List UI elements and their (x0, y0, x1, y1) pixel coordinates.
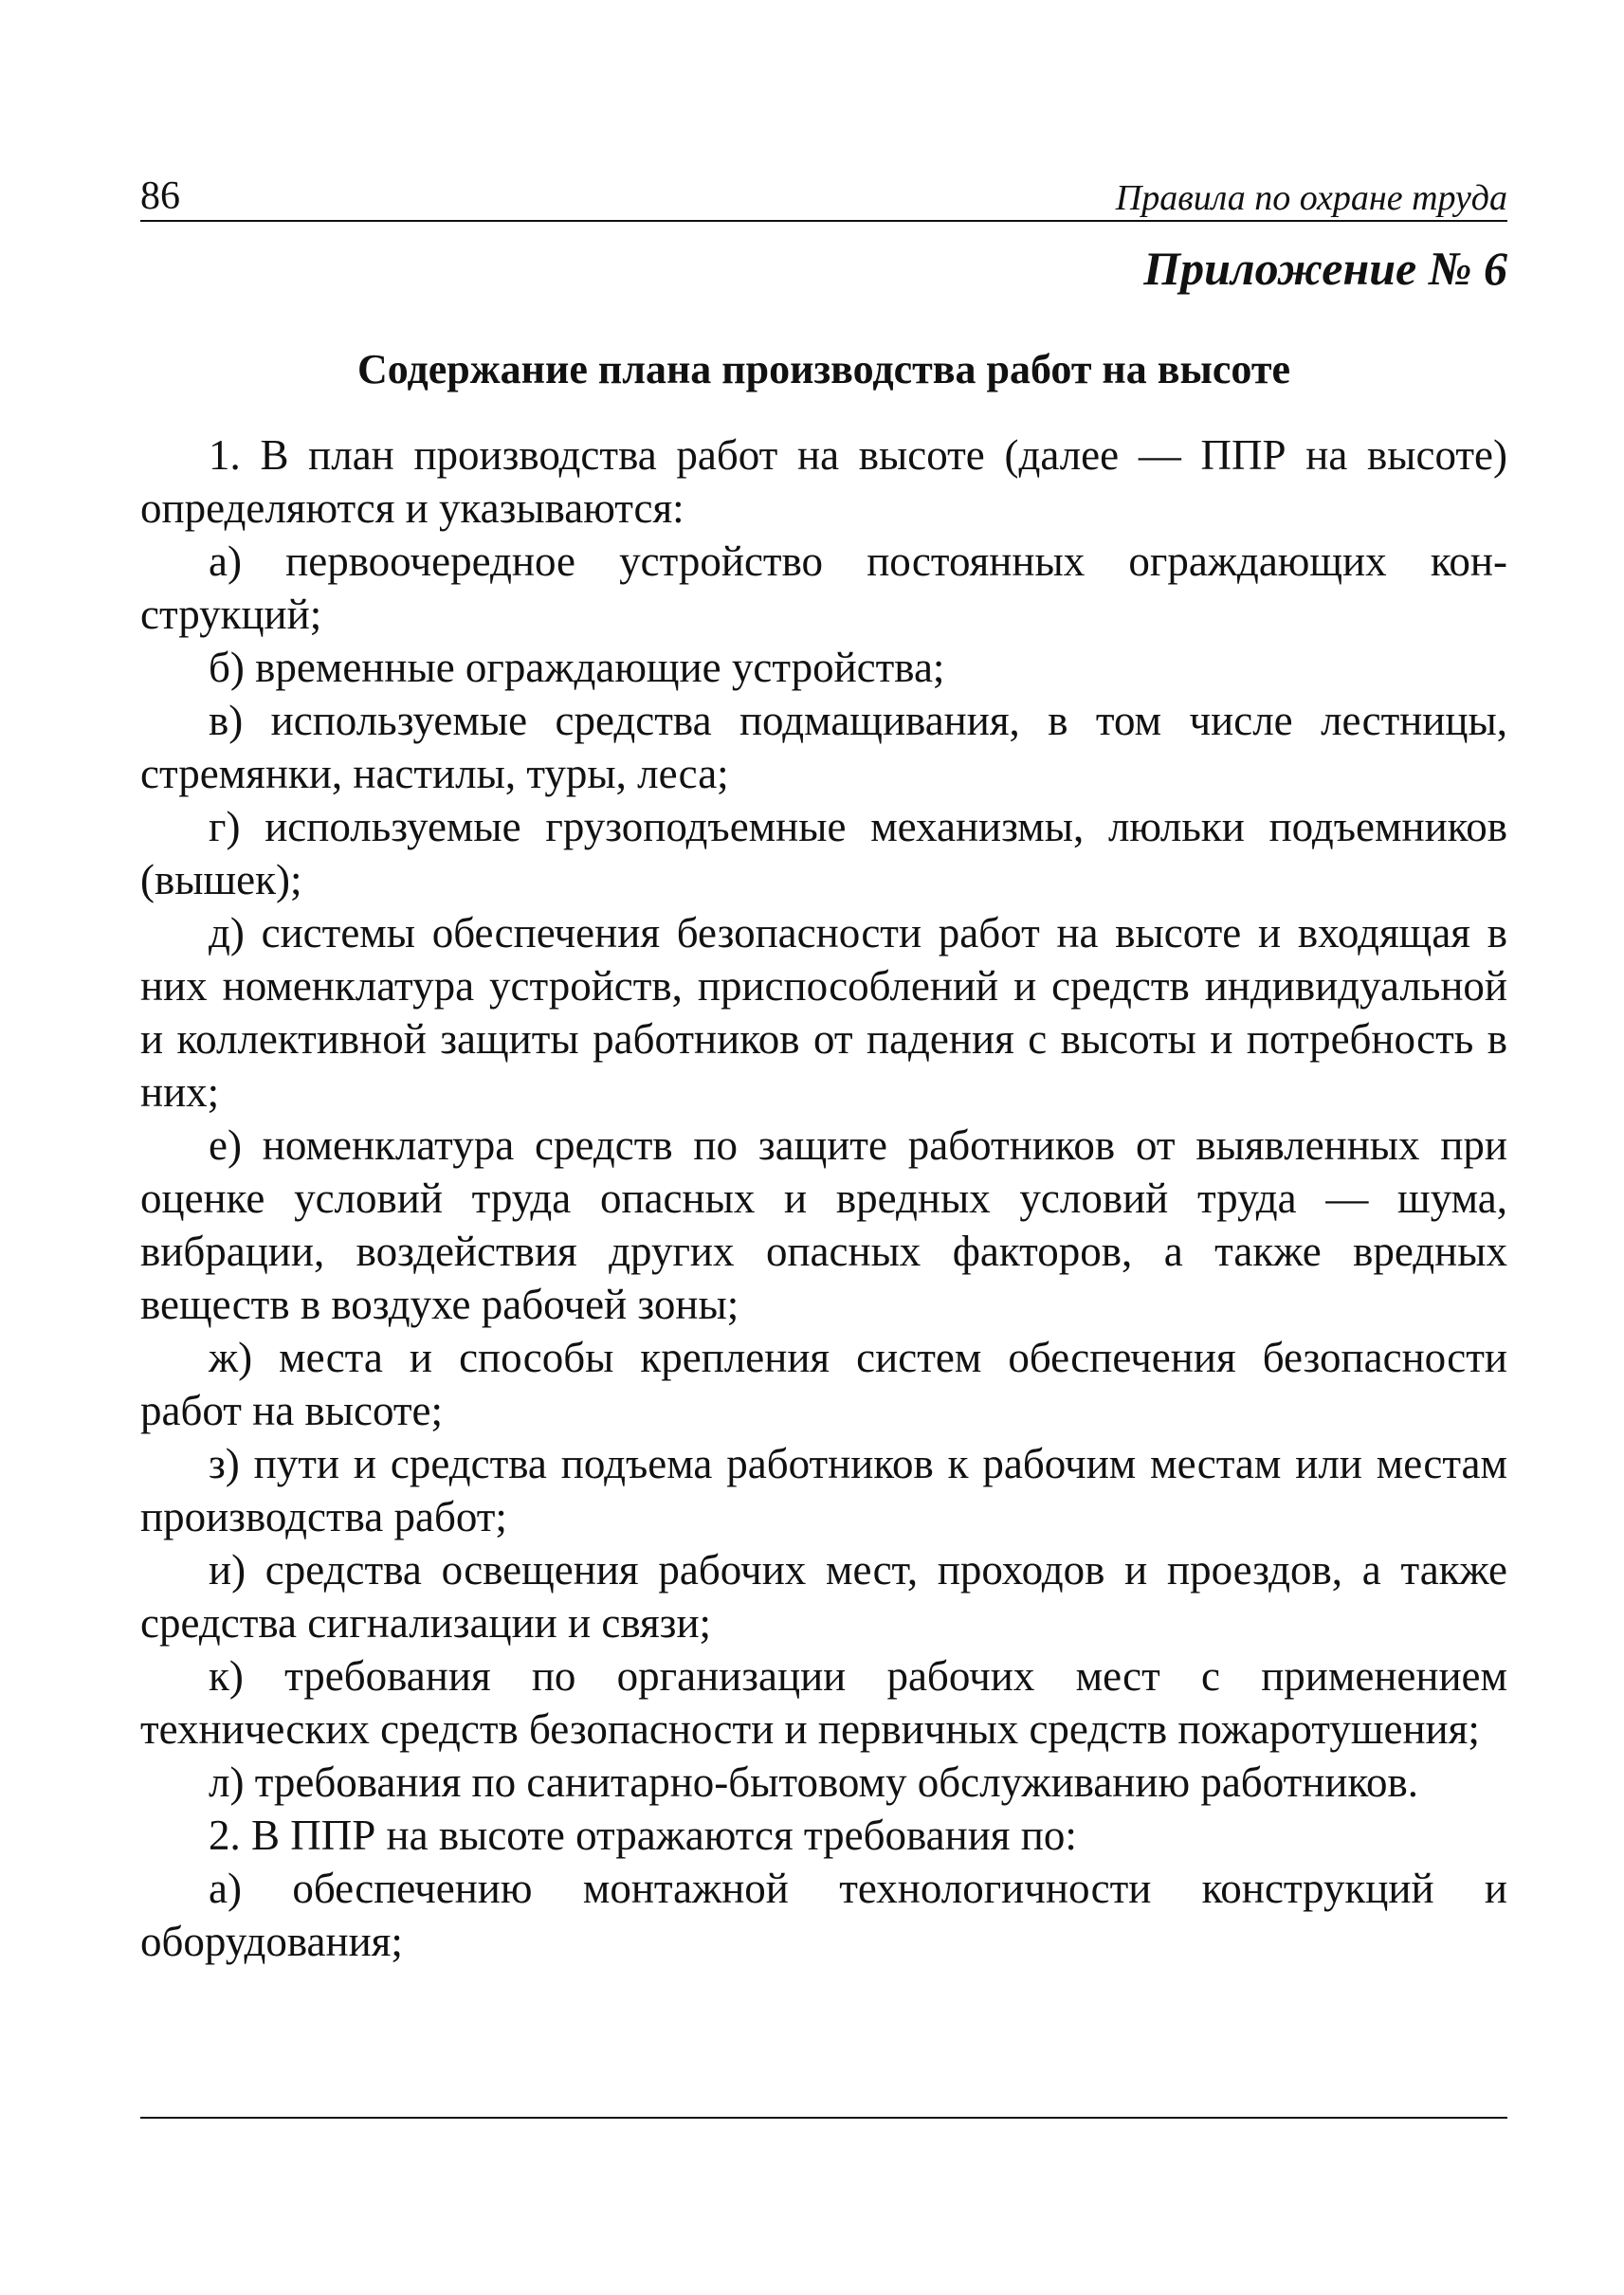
paragraph-2: 2. В ППР на высоте отражаются требования по: (209, 1812, 1077, 1859)
paragraph-1v: в) используемые средства подмащивания, в том числе лестницы, стремянки, настилы, туры, леса; (140, 697, 1507, 797)
paragraph-2a: а) обеспечению монтажной технологичности конструкций и оборудования; (140, 1865, 1507, 1965)
paragraph-1k: к) требования по организации рабочих мест с применением технических средств безопасности и первичных средств пожаротушения; (140, 1652, 1507, 1753)
paragraph-1z: з) пути и средства подъема работников к рабочим местам или местам производства работ; (140, 1440, 1507, 1540)
appendix-label: Приложение № 6 (1143, 242, 1507, 295)
paragraph-1g: г) используемые грузоподъемные механизмы, люльки подъемников (вышек); (140, 803, 1507, 903)
paragraph-1b: б) временные ограждающие устройства; (209, 644, 945, 691)
paragraph-1l: л) требования по санитарно-бытовому обслуживанию работников. (209, 1758, 1419, 1806)
paragraph-1zh: ж) места и способы крепления систем обеспечения безопасности работ на высоте; (140, 1334, 1507, 1434)
paragraph-1d: д) системы обеспечения безопасности работ на высоте и входящая в них номенклатура устройств, приспособлений и средств индивидуальной и коллективной защиты работников от падения с высоты и потребность в них; (140, 909, 1507, 1116)
paragraph-1i: и) средства освещения рабочих мест, проходов и проездов, а также средства сигнализации и связи; (140, 1546, 1507, 1647)
paragraph-1: 1. В план производства работ на высоте (далее — ППР на высоте) определяются и указываются: (140, 431, 1507, 532)
bottom-rule (140, 2117, 1507, 2119)
body-text (140, 428, 1507, 1968)
running-title: Правила по охране труда (1115, 178, 1507, 218)
paragraph-1a: а) первоочередное устройство постоянных ограждающих конструкций; (140, 537, 1507, 638)
page-number: 86 (140, 174, 180, 218)
paragraph-1e: е) номенклатура средств по защите работников от выявленных при оценке условий труда опасных и вредных условий труда — шума, вибрации, воздействия других опасных факторов, а также вредных веществ в воздухе рабочей зоны; (140, 1121, 1507, 1328)
document-title: Содержание плана производства работ на высоте (357, 346, 1290, 392)
running-header (140, 171, 1507, 222)
